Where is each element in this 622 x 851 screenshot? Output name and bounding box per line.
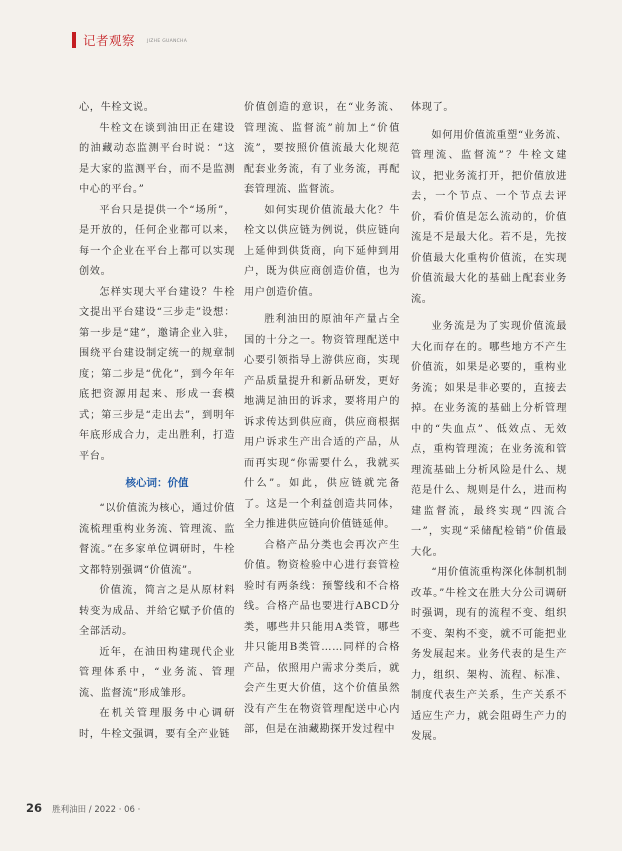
article-column-3 [411, 98, 567, 748]
article-column-1 [79, 98, 235, 745]
magazine-issue: 胜利油田 / 2022 · 06 · [52, 805, 141, 815]
paragraph: 价值创造的意识，在“业务流、管理流、监督流”前加上“价值流”，要按照价值流最大化规范配套业务流，有了业务流，再配套管理流、监督流。 [244, 102, 400, 195]
paragraph: 心，牛栓文说。 [79, 102, 155, 113]
paragraph: 业务流是为了实现价值流最大化而存在的。哪些地方不产生价值流，如果是必要的，重构业务流；如果是非必要的，直接去掉。在业务流的基础上分析管理中的“失血点”、低效点、无效点，重构管理流；在业务流和管理流基础上分析风险是什么、规范是什么、规则是什么，进而构建监督流，最终实现“四流合一”，实现“采储配检销”价值最大化。 [411, 321, 567, 558]
paragraph: 平台只是提供一个“场所”，是开放的，任何企业都可以来，每一个企业在平台上都可以实现创效。 [79, 204, 235, 277]
paragraph: 体现了。 [411, 102, 455, 113]
paragraph: 价值流，简言之是从原材料转变为成品、并给它赋予价值的全部活动。 [79, 585, 235, 637]
paragraph: 如何实现价值流最大化？牛栓文以供应链为例说，供应链向上延伸到供货商，向下延伸到用户，既为供应商创造价值，也为用户创造价值。 [244, 204, 400, 298]
page-number: 26 [26, 801, 43, 815]
paragraph: 胜利油田的原油年产量占全国的十分之一。物资管理配送中心要引领指导上游供应商，实现产品质量提升和新品研发，更好地满足油田的诉求，要将用户的诉求传达到供应商，供应商根据用户诉求生产出合适的产品，从而再实现“你需要什么，我就买什么”。如此，供应链就完备了。这是一个利益创造共同体，全力推进供应链向价值链延伸。 [244, 314, 400, 530]
paragraph: 在机关管理服务中心调研时，牛栓文强调，要有全产业链 [79, 708, 235, 740]
paragraph: 近年，在油田构建现代企业管理体系中，“业务流、管理流、监督流”形成雏形。 [79, 646, 235, 699]
section-heading: 核心词：价值 [125, 477, 189, 489]
paragraph: 怎样实现大平台建设？牛栓文提出平台建设“三步走”设想：第一步是“建”，邀请企业入驻，围绕平台建设制定统一的规章制度；第二步是“优化”，到今年年底把资源用起来、形成一套模式；第三步是“走出去”，到明年年底形成合力，走出胜利，打造平台。 [79, 286, 235, 462]
column-title: 记者观察 [83, 33, 136, 48]
paragraph: “以价值流为核心，通过价值流梳理重构业务流、管理流、监督流。”在多家单位调研时，牛栓文都特别强调“价值流”。 [79, 503, 235, 576]
article-column-2 [244, 98, 400, 741]
header-accent-bar [72, 32, 76, 48]
paragraph: 如何用价值流重塑“业务流、管理流、监督流”？牛栓文建议，把业务流打开，把价值放进去，一个节点、一个节点去评价，看价值是怎么流动的，价值流是不是最大化。若不是，先按价值最大化重构价值流，在实现价值流最大化的基础上配套业务流。 [411, 129, 567, 305]
page-footer [26, 797, 140, 816]
column-title-pinyin: JIZHE GUANCHA [147, 39, 188, 44]
paragraph: “用价值流重构深化体制机制改革。”牛栓文在胜大分公司调研时强调，现有的流程不变、组织不变、架构不变，就不可能把业务发展起来。业务代表的是生产力，组织、架构、流程、标准、制度代表生产关系，生产关系不适应生产力，就会阻碍生产力的发展。 [411, 567, 567, 742]
paragraph: 合格产品分类也会再次产生价值。物资检验中心进行套管检验时有两条线：预警线和不合格线。合格产品也要进行ABCD分类，哪些井只能用A类管，哪些井只能用B类管……同样的合格产品，依照用户需求分类后，就会产生更大价值，这个价值虽然没有产生在物资管理配送中心内部，但是在油藏勘探开发过程中 [244, 539, 400, 735]
paragraph: 牛栓文在谈到油田正在建设的油藏动态监测平台时说：“这是大家的监测平台，而不是监测中心的平台。” [79, 122, 235, 195]
